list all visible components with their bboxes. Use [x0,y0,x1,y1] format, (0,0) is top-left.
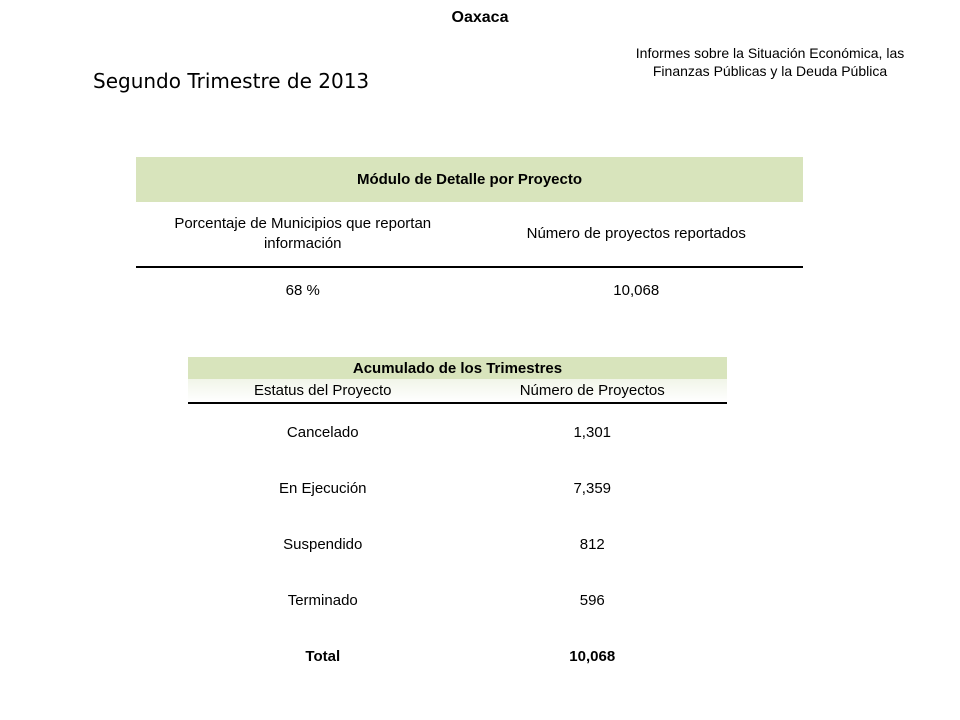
report-title: Informes sobre la Situación Económica, las Finanzas Públicas y la Deuda Pública [635,45,905,79]
detail-module-title: Módulo de Detalle por Proyecto [136,157,803,202]
count-cell: 1,301 [573,423,612,441]
detail-module-value-row [136,268,803,312]
status-cell: En Ejecución [278,479,367,497]
accumulated-table [188,357,727,684]
col-header-status: Estatus del Proyecto [253,382,392,399]
value-municipios: 68 % [285,281,320,299]
count-cell: 596 [579,591,605,609]
col-header-municipios: Porcentaje de Municipios que reportan información [174,215,432,252]
table-row [188,404,727,460]
count-cell: 7,359 [573,479,612,497]
period-title: Segundo Trimestre de 2013 [93,69,370,93]
status-cell: Suspendido [283,535,363,553]
total-row [188,628,727,684]
detail-module-table [136,157,803,312]
status-cell: Terminado [287,591,358,609]
accumulated-header-row [188,379,727,404]
detail-module-header-row [136,202,803,268]
accumulated-title: Acumulado de los Trimestres [188,357,727,379]
total-count: 10,068 [569,647,616,665]
total-label: Total [305,647,341,665]
table-row [188,516,727,572]
col-header-proyectos: Número de proyectos reportados [526,225,746,242]
value-proyectos: 10,068 [613,281,660,299]
table-row [188,572,727,628]
state-title: Oaxaca [451,9,509,26]
col-header-count: Número de Proyectos [519,382,665,399]
count-cell: 812 [579,535,605,553]
table-row [188,460,727,516]
status-cell: Cancelado [286,423,359,441]
